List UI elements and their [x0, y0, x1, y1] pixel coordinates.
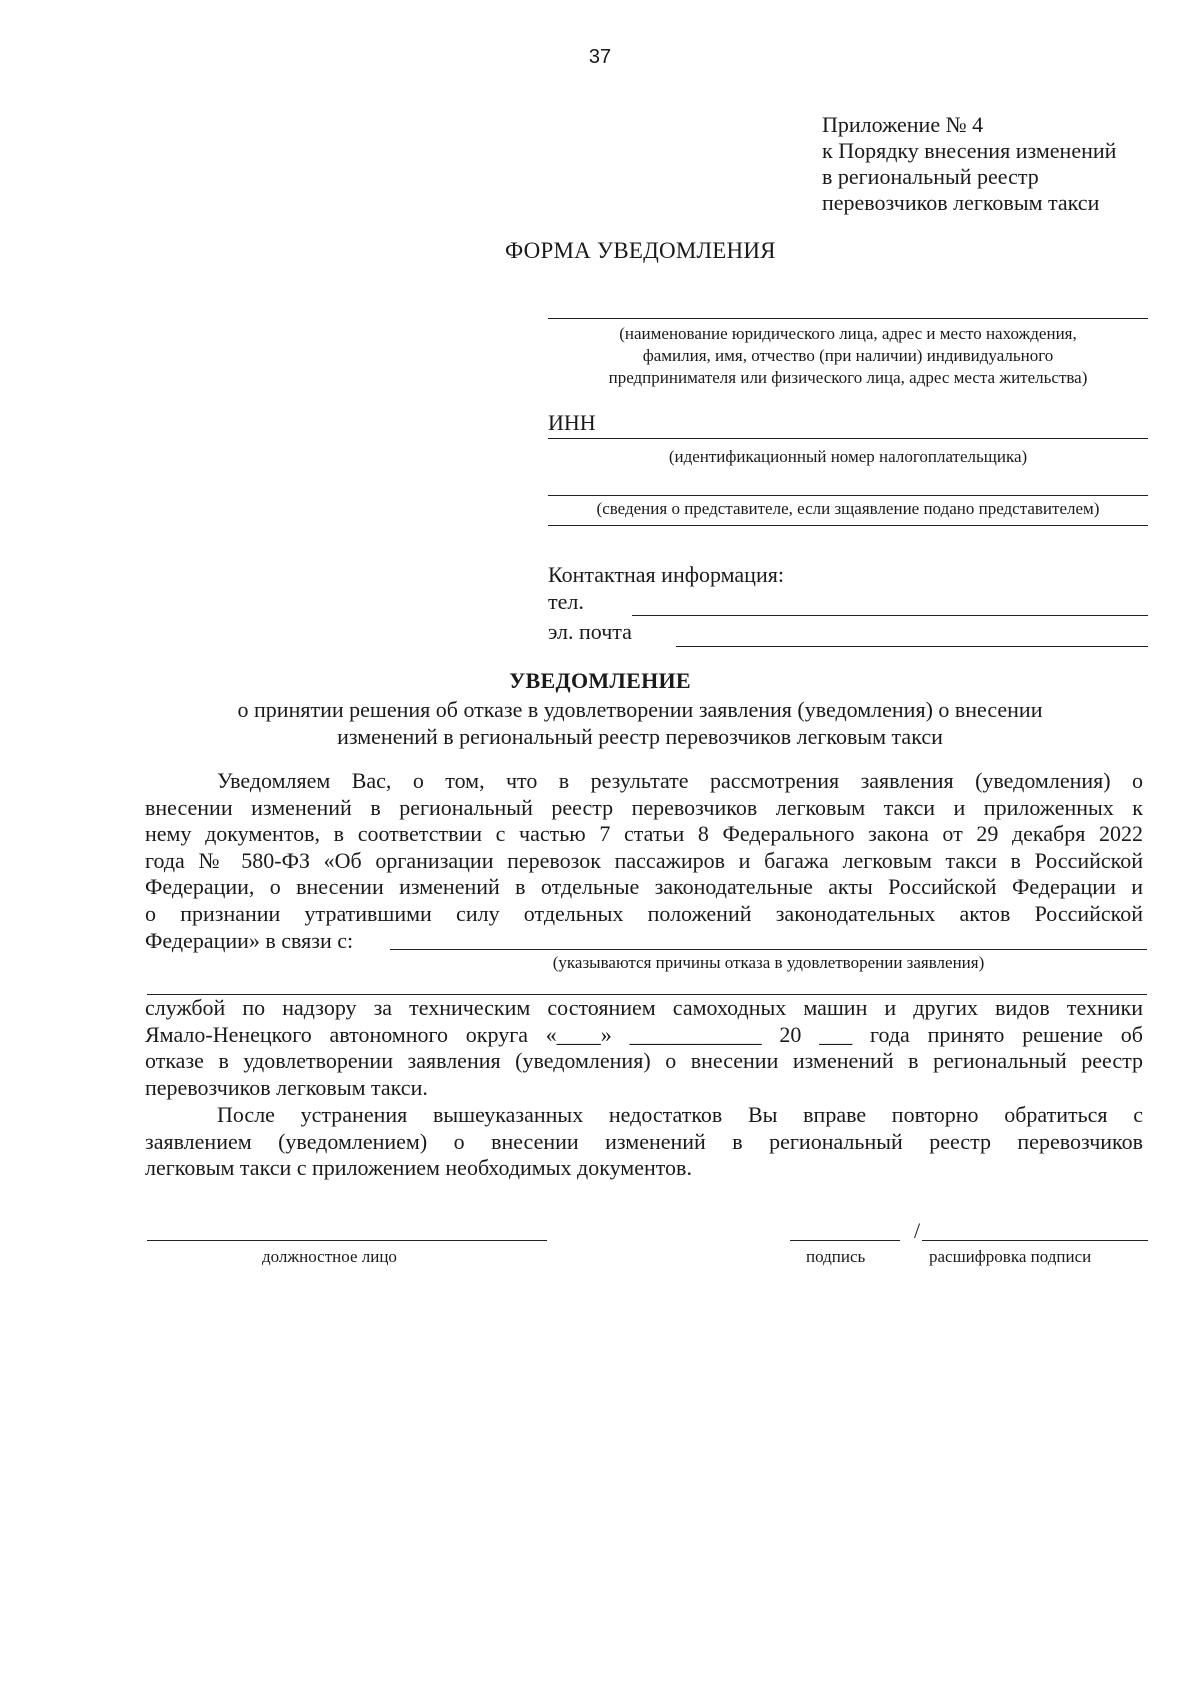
signature-slash: / [914, 1218, 921, 1243]
applicant-name-caption [548, 323, 1148, 389]
text-line: внесении изменений в региональный реестр перевозчиков легковым такси и приложенных к [145, 794, 1143, 820]
notification-subtitle [140, 696, 1140, 750]
inn-caption: (идентификационный номер налогоплательщика) [668, 447, 1028, 466]
text-line: о признании утратившими силу отдельных положений законодательных актов Российской [145, 900, 1143, 926]
applicant-name-line [548, 318, 1148, 319]
signature-caption: подпись [806, 1247, 866, 1266]
reason-caption: (указываются причины отказа в удовлетворении заявления) [552, 953, 985, 972]
paragraph-decision [145, 995, 1143, 1101]
text-line: заявлением (уведомлением) о внесении изменений в региональный реестр перевозчиков [145, 1128, 1143, 1154]
signature-line [790, 1240, 900, 1241]
text-line: перевозчиков легковым такси. [145, 1074, 428, 1100]
representative-line [548, 495, 1148, 496]
caption-line: предпринимателя или физического лица, адрес места жительства) [608, 368, 1088, 387]
email-line [676, 646, 1148, 647]
subtitle-line: изменений в региональный реестр перевозчиков легковым такси [337, 724, 943, 749]
text-line: службой по надзору за техническим состоянием самоходных машин и других видов техники [145, 995, 1143, 1020]
text-line: Ямало-Ненецкого автономного округа «____» ____________ 20 ___ года принято решение об [145, 1021, 1143, 1047]
caption-line: фамилия, имя, отчество (при наличии) индивидуального [642, 346, 1054, 365]
appendix-header [822, 112, 1116, 216]
decoding-line [922, 1240, 1148, 1241]
representative-underline [548, 525, 1148, 526]
official-caption: должностное лицо [262, 1247, 397, 1266]
reason-line [390, 949, 1147, 950]
decoding-caption: расшифровка подписи [929, 1247, 1092, 1266]
appendix-line: перевозчиков легковым такси [822, 190, 1100, 215]
paragraph-main [145, 768, 1143, 954]
text-line: Федерации» в связи с: [145, 927, 354, 953]
appendix-line: Приложение № 4 [822, 112, 984, 137]
text-line: Уведомляем Вас, о том, что в результате рассмотрения заявления (уведомления) о [217, 768, 1143, 793]
text-line: нему документов, в соответствии с частью 7 статьи 8 Федерального закона от 29 декабря 2022 [145, 821, 1143, 847]
inn-label: ИНН [548, 410, 596, 435]
text-line: легковым такси с приложением необходимых документов. [145, 1155, 692, 1181]
text-line: года № 580-ФЗ «Об организации перевозок пассажиров и багажа легковым такси в Российской [145, 847, 1143, 873]
form-title: ФОРМА УВЕДОМЛЕНИЯ [505, 238, 776, 263]
phone-line [632, 615, 1148, 616]
paragraph-resubmit [145, 1102, 1143, 1182]
caption-line: (наименование юридического лица, адрес и место нахождения, [619, 324, 1077, 343]
representative-caption: (сведения о представителе, если зщаявление подано представителем) [596, 499, 1100, 518]
appendix-line: к Порядку внесения изменений [822, 138, 1117, 163]
official-line [147, 1240, 547, 1241]
notification-title: УВЕДОМЛЕНИЕ [509, 668, 691, 693]
phone-label: тел. [548, 589, 584, 614]
text-line: После устранения вышеуказанных недостатков Вы вправе повторно обратиться с [217, 1102, 1143, 1127]
contact-label: Контактная информация: [548, 562, 784, 587]
subtitle-line: о принятии решения об отказе в удовлетворении заявления (уведомления) о внесении [237, 697, 1043, 722]
text-line: отказе в удовлетворении заявления (уведомления) о внесении изменений в региональный реестр [145, 1048, 1143, 1074]
inn-line [548, 438, 1148, 439]
text-line: Федерации, о внесении изменений в отдельные законодательные акты Российской Федерации и [145, 874, 1143, 900]
page-number: 37 [588, 46, 612, 68]
email-label: эл. почта [548, 619, 632, 644]
appendix-line: в региональный реестр [822, 164, 1039, 189]
